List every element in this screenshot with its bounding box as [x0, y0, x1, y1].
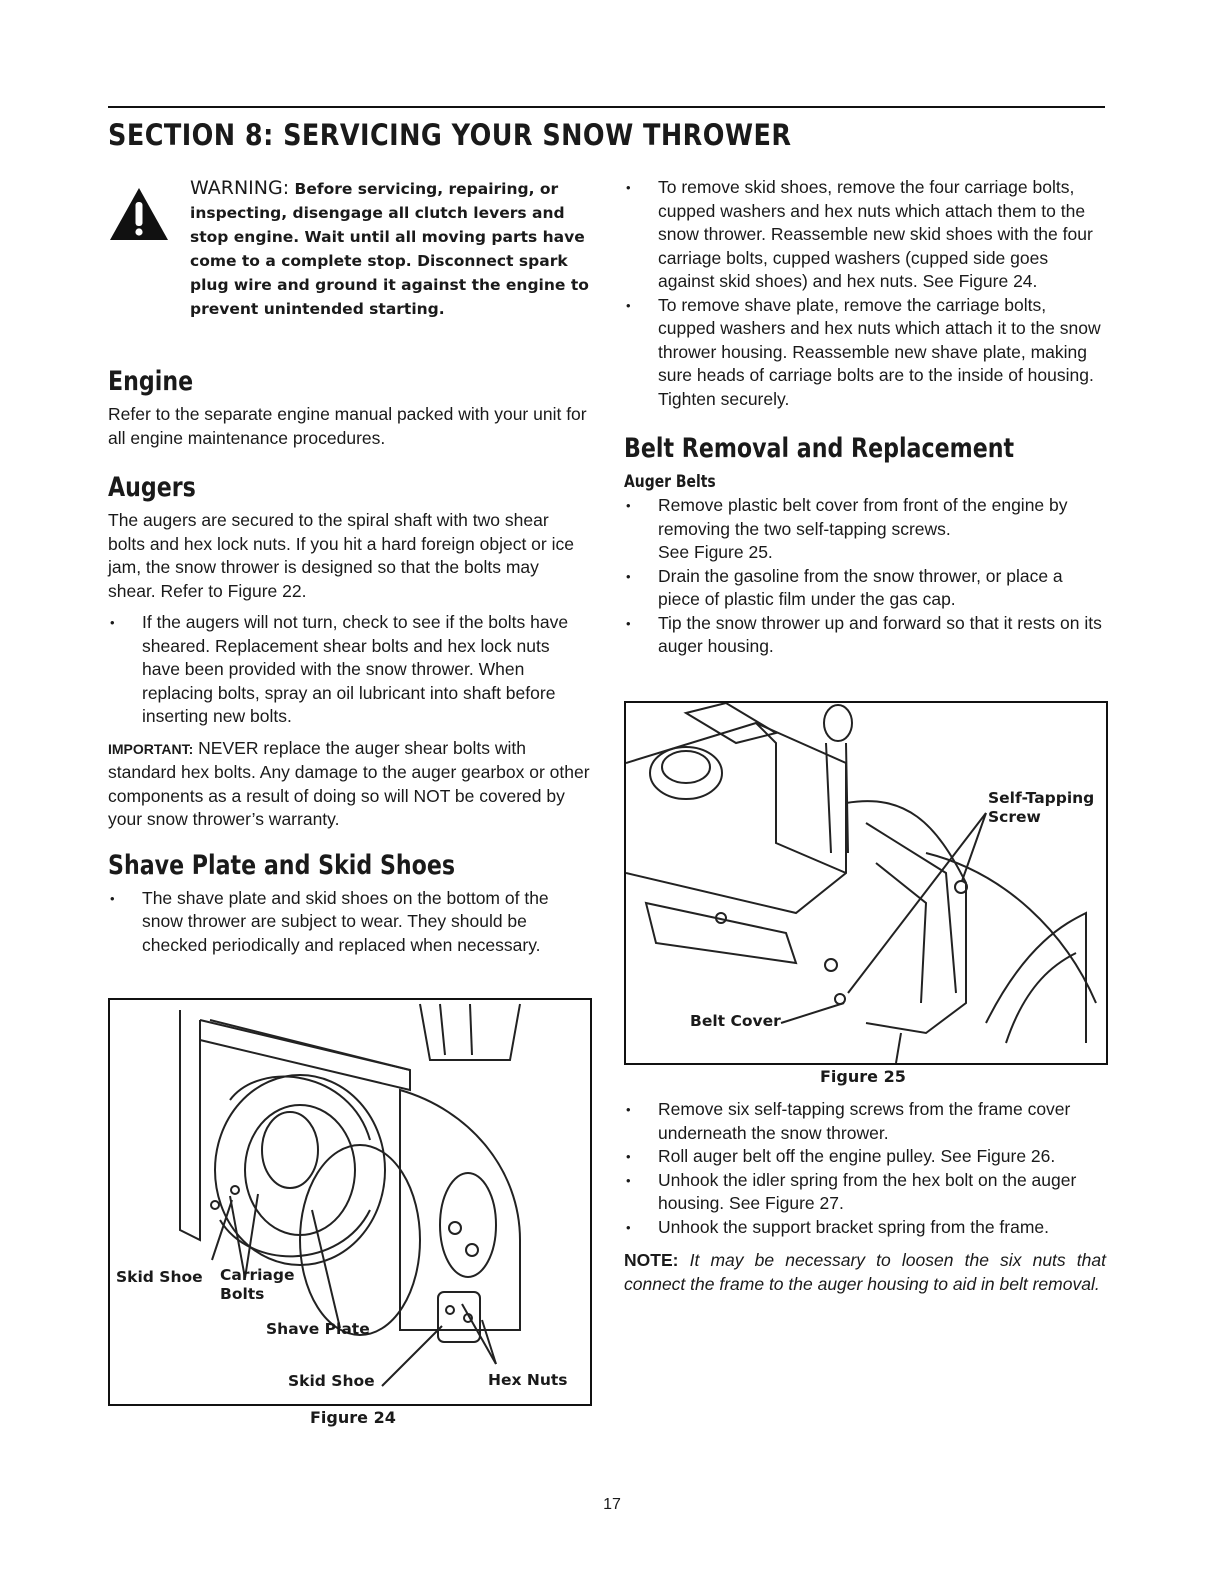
callout-carriage-bolts: Carriage Bolts [220, 1266, 295, 1303]
figure-25-caption: Figure 25 [820, 1067, 906, 1086]
callout-hex-nuts: Hex Nuts [488, 1371, 568, 1389]
figure-24 [108, 998, 592, 1406]
warning-body: Before servicing, repairing, or inspecting, disengage all clutch levers and stop engine. Wait until all moving parts have come to a complete stop. Disconnect spark plug wire and ground it against the engine to prevent unintended starting. [190, 180, 589, 318]
belt-section [624, 433, 1106, 659]
figure-25 [624, 701, 1108, 1065]
section-title: SECTION 8: SERVICING YOUR SNOW THROWER [108, 118, 792, 152]
belt-bullets-before [624, 494, 1106, 659]
warning-text [190, 176, 590, 321]
list-item: • Tip the snow thrower up and forward so that it rests on its auger housing. [624, 612, 1106, 659]
shave-plate-bullets [108, 887, 590, 958]
list-item: • Remove six self-tapping screws from the frame cover underneath the snow thrower. [624, 1098, 1106, 1145]
engine-heading: Engine [108, 366, 194, 397]
augers-body: The augers are secured to the spiral shaft with two shear bolts and hex lock nuts. If you hit a hard foreign object or ice jam, the snow thrower is designed so that the bolts may shear. Refer to Figure 22. [108, 510, 574, 601]
shave-plate-bullets-continued [624, 176, 1106, 411]
note-label: NOTE: [624, 1250, 679, 1270]
list-item: • Remove plastic belt cover from front of the engine by removing the two self-tapping screws. See Figure 25. [624, 494, 1106, 565]
belt-bullets-after [624, 1098, 1106, 1239]
augers-heading: Augers [108, 472, 196, 503]
warning-block [108, 176, 590, 346]
important-label: IMPORTANT: [108, 740, 194, 757]
figure-24-caption: Figure 24 [310, 1408, 396, 1427]
augers-bullets [108, 611, 590, 729]
engine-body: Refer to the separate engine manual packed with your unit for all engine maintenance procedures. [108, 404, 587, 448]
callout-skid-shoe-left: Skid Shoe [116, 1268, 203, 1286]
list-item: • Unhook the support bracket spring from the frame. [624, 1216, 1106, 1240]
callout-self-tapping-screw: Self-Tapping Screw [988, 789, 1095, 826]
augers-section [108, 472, 590, 832]
right-column-lower [624, 1098, 1106, 1296]
callout-shave-plate: Shave Plate [266, 1320, 370, 1338]
note-text: It may be necessary to loosen the six nuts that connect the frame to the auger housing to aid in belt removal. [624, 1250, 1106, 1294]
callout-skid-shoe-bottom: Skid Shoe [288, 1372, 375, 1390]
warning-label: WARNING: [190, 177, 290, 199]
left-column [108, 176, 590, 957]
list-item: • To remove skid shoes, remove the four carriage bolts, cupped washers and hex nuts which attach them to the snow thrower. Reassemble new skid shoes with the four carriage bolts, cupped washers (cupped side goes against skid shoes) and hex nuts. See Figure 24. [624, 176, 1106, 294]
belt-heading: Belt Removal and Replacement [624, 433, 1015, 464]
list-item: • If the augers will not turn, check to see if the bolts have sheared. Replacement shear bolts and hex lock nuts have been provided with the snow thrower. When replacing bolts, spray an oil lubricant into shaft before inserting new bolts. [108, 611, 590, 729]
figure-25-drawing [626, 703, 1106, 1063]
shave-plate-section [108, 850, 590, 958]
callout-belt-cover: Belt Cover [690, 1012, 781, 1030]
note-paragraph [624, 1249, 1106, 1296]
important-text: NEVER replace the auger shear bolts with standard hex bolts. Any damage to the auger gearbox or other components as a result of doing so will NOT be covered by your snow thrower’s warranty. [108, 737, 590, 829]
shave-plate-heading: Shave Plate and Skid Shoes [108, 849, 456, 881]
list-item: • Roll auger belt off the engine pulley. See Figure 26. [624, 1145, 1106, 1169]
warning-triangle-icon [108, 186, 170, 242]
header-rule [108, 106, 1105, 108]
list-item: • The shave plate and skid shoes on the bottom of the snow thrower are subject to wear. They should be checked periodically and replaced when necessary. [108, 887, 590, 958]
right-column [624, 176, 1106, 659]
page-number: 17 [603, 1496, 621, 1513]
engine-section [108, 366, 590, 450]
auger-belts-subheading: Auger Belts [624, 472, 716, 492]
figure-24-drawing [110, 1000, 590, 1404]
list-item: • Drain the gasoline from the snow thrower, or place a piece of plastic film under the gas cap. [624, 565, 1106, 612]
list-item: • To remove shave plate, remove the carriage bolts, cupped washers and hex nuts which attach it to the snow thrower housing. Reassemble new shave plate, making sure heads of carriage bolts are to the inside of housing. Tighten securely. [624, 294, 1106, 412]
list-item: • Unhook the idler spring from the hex bolt on the auger housing. See Figure 27. [624, 1169, 1106, 1216]
important-paragraph [108, 737, 590, 832]
